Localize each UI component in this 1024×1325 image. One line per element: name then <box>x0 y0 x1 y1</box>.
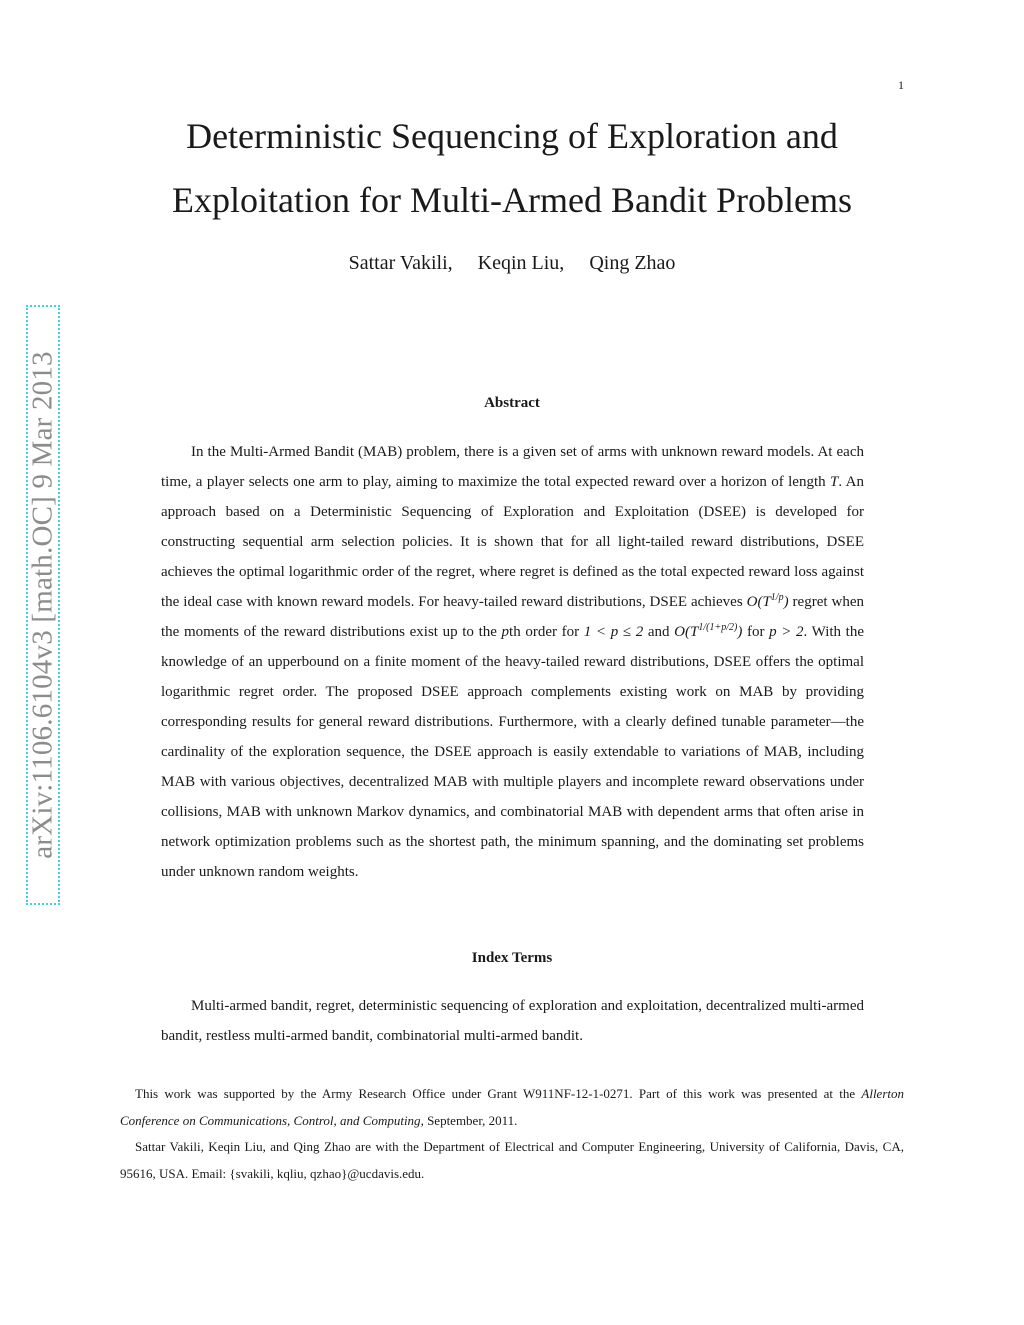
arxiv-stamp <box>26 305 60 905</box>
author-name: Sattar Vakili, <box>348 252 453 274</box>
arxiv-stamp-text: arXiv:1106.6104v3 [math.OC] 9 Mar 2013 <box>26 351 59 859</box>
abstract-text: In the Multi-Armed Bandit (MAB) problem, there is a given set of arms with unknown reward models. At each time, a player selects one arm to play, aiming to maximize the total expected reward over a horizon of length T. An approach based on a Deterministic Sequencing of Exploration and Exploitation (DSEE) is developed for constructing sequential arm selection policies. It is shown that for all light-tailed reward distributions, DSEE achieves the optimal logarithmic order of the regret, where regret is defined as the total expected reward loss against the ideal case with known reward models. For heavy-tailed reward distributions, DSEE achieves $O(T^{1/p})$ regret when the moments of the reward distributions exist up to the pth order for 1 < p ≤ 2 and $O(T^{1/(1+p/2)})$ for p > 2. With the knowledge of an upperbound on a finite moment of the heavy-tailed reward distributions, DSEE offers the optimal logarithmic regret order. The proposed DSEE approach complements existing work on MAB by providing corresponding results for general reward distributions. Furthermore, with a clearly defined tunable parameter—the cardinality of the exploration sequence, the DSEE approach is easily extendable to variations of MAB, including MAB with various objectives, decentralized MAB with multiple players and incomplete reward observations under collisions, MAB with unknown Markov dynamics, and combinatorial MAB with dependent arms that often arise in network optimization problems such as the shortest path, the minimum spanning, and the dominating set problems under unknown random weights. <box>161 444 864 880</box>
author-list <box>110 252 914 275</box>
math-p-range: 1 < p ≤ 2 <box>583 624 644 640</box>
conference-name: Allerton Conference on Communications, Control, and Computing <box>120 1086 904 1128</box>
abstract-heading: Abstract <box>484 395 540 411</box>
math-regret-heavy: O(T <box>674 624 699 640</box>
author-name: Keqin Liu, <box>477 252 565 274</box>
paper-title: Deterministic Sequencing of Exploration and Exploitation for Multi-Armed Bandit Problems <box>172 116 852 220</box>
index-terms-heading: Index Terms <box>471 950 553 966</box>
index-terms-text: Multi-armed bandit, regret, deterministic sequencing of exploration and exploitation, decentralized multi-armed bandit, restless multi-armed bandit, combinatorial multi-armed bandit. <box>161 998 864 1044</box>
affiliation-footnote: Sattar Vakili, Keqin Liu, and Qing Zhao are with the Department of Electrical and Computer Engineering, University of California, Davis, CA, 95616, USA. Email: {svakili, kqliu, qzhao}@ucdavis.edu. <box>120 1139 904 1181</box>
author-name: Qing Zhao <box>589 252 676 274</box>
math-regret-light: O(T <box>746 594 771 610</box>
math-p-gt-2: p > 2 <box>769 624 804 640</box>
funding-footnote: This work was supported by the Army Research Office under Grant W911NF-12-1-0271. Part of this work was presented at the Allerton Conference on Communications, Control, and Computing, September, 2011. <box>120 1086 904 1128</box>
math-horizon: T <box>830 474 839 490</box>
page-number: 1 <box>898 78 904 92</box>
math-p: p <box>501 624 510 640</box>
